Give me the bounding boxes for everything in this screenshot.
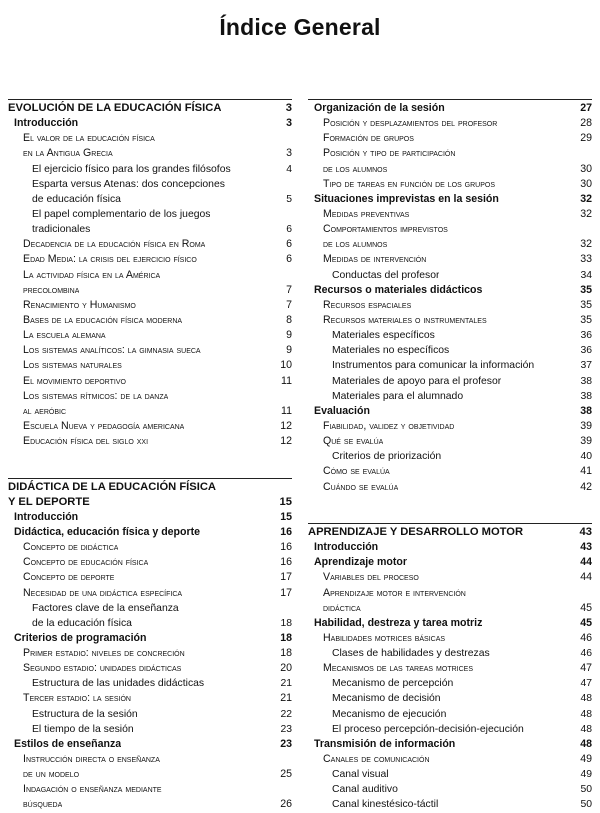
toc-entry-title: Los sistemas rítmicos: de la danza: [23, 389, 169, 402]
toc-entry: [308, 661, 592, 676]
toc-page-number: 48: [580, 737, 592, 750]
toc-entry: [308, 449, 592, 464]
toc-page-number: 46: [580, 648, 592, 660]
toc-entry: [308, 343, 592, 358]
toc-page-number: 5: [286, 193, 292, 205]
toc-entry-title: Evaluación: [314, 404, 370, 417]
toc-page-number: 48: [580, 693, 592, 705]
toc-entry-title: Concepto de didáctica: [23, 541, 119, 554]
toc-entry: [8, 480, 292, 495]
toc-page-number: 16: [280, 525, 292, 538]
toc-page-number: 9: [286, 329, 292, 342]
toc-entry: [8, 525, 292, 540]
toc-entry: [8, 358, 292, 373]
page-title: Índice General: [219, 14, 381, 40]
toc-entry-title: Y EL DEPORTE: [8, 495, 90, 508]
toc-entry-title: Instrucción directa o enseñanza: [23, 753, 160, 766]
toc-entry: [308, 313, 592, 328]
toc-entry-title: Estructura de las unidades didácticas: [32, 678, 205, 690]
toc-entry-title: Criterios de priorización: [332, 451, 442, 463]
toc-entry-title: El tiempo de la sesión: [32, 723, 134, 735]
toc-page-number: 49: [580, 769, 592, 781]
toc-page-number: 25: [280, 768, 292, 781]
section-divider: [8, 99, 292, 100]
toc-entry: [8, 631, 292, 646]
toc-page-number: 15: [279, 495, 292, 508]
toc-entry: [8, 404, 292, 419]
toc-entry: [8, 389, 292, 404]
toc-entry: [308, 782, 592, 797]
toc-entry: [8, 146, 292, 161]
toc-entry: [8, 328, 292, 343]
toc-entry-title: Bases de la educación física moderna: [23, 313, 183, 326]
toc-entry-title: El proceso percepción-decisión-ejecución: [332, 723, 524, 735]
toc-page-number: 6: [286, 224, 292, 236]
toc-entry: [8, 691, 292, 706]
toc-entry-title: Variables del proceso: [323, 571, 419, 584]
toc-spacer: [8, 449, 292, 464]
section-divider: [308, 99, 592, 100]
toc-entry-title: de la educación física: [32, 617, 132, 629]
toc-entry-title: en la Antigua Grecia: [23, 147, 113, 160]
toc-entry-title: Estructura de la sesión: [32, 708, 138, 720]
toc-page-number: 48: [580, 723, 592, 735]
toc-entry: [308, 767, 592, 782]
toc-page-number: 21: [280, 692, 292, 705]
toc-entry: [308, 207, 592, 222]
toc-entry: [8, 207, 292, 222]
toc-right-column: [308, 101, 592, 813]
toc-entry: [8, 676, 292, 691]
toc-entry-title: Segundo estadio: unidades didácticas: [23, 662, 182, 675]
toc-entry-title: Fiabilidad, validez y objetividad: [323, 419, 455, 432]
toc-entry: [308, 237, 592, 252]
toc-page-number: 17: [280, 586, 292, 599]
toc-entry-title: Habilidades motrices básicas: [323, 631, 446, 644]
toc-entry: [8, 434, 292, 449]
toc-entry: [8, 237, 292, 252]
toc-page-number: 30: [580, 162, 592, 175]
toc-entry-title: Materiales específicos: [332, 330, 435, 342]
toc-entry-title: Los sistemas naturales: [23, 359, 122, 372]
toc-entry-title: Concepto de educación física: [23, 556, 149, 569]
toc-entry-title: Aprendizaje motor: [314, 556, 408, 569]
toc-page-number: 39: [580, 419, 592, 432]
toc-entry: [8, 616, 292, 631]
toc-page-number: 45: [580, 601, 592, 614]
toc-page-number: 38: [580, 375, 592, 387]
toc-entry-title: de educación física: [32, 193, 121, 205]
toc-entry-title: Materiales no específicos: [332, 345, 450, 357]
toc-page-number: 8: [286, 313, 292, 326]
toc-entry: [308, 192, 592, 207]
toc-entry-title: Recursos materiales o instrumentales: [323, 313, 487, 326]
toc-page-number: 34: [580, 269, 592, 281]
section-divider: [308, 523, 592, 524]
toc-entry: [308, 525, 592, 540]
toc-entry-title: tradicionales: [32, 224, 91, 236]
toc-entry: [308, 646, 592, 661]
toc-entry: [308, 358, 592, 373]
toc-entry-title: Aprendizaje motor e intervención: [323, 586, 466, 599]
toc-entry-title: El ejercicio físico para los grandes filósofos: [32, 163, 231, 175]
toc-entry: [8, 419, 292, 434]
toc-entry-title: Habilidad, destreza y tarea motriz: [314, 616, 483, 629]
toc-entry-title: de un modelo: [23, 768, 80, 781]
toc-entry-title: Posición y tipo de participación: [323, 147, 456, 160]
toc-page-number: 16: [280, 556, 292, 569]
toc-entry: [308, 797, 592, 812]
toc-entry-title: Esparta versus Atenas: dos concepciones: [32, 178, 225, 190]
toc-entry-title: Introducción: [14, 117, 79, 130]
toc-page-number: 47: [580, 678, 592, 690]
toc-entry: [308, 162, 592, 177]
toc-page-number: 7: [286, 283, 292, 296]
toc-page-number: 23: [280, 723, 292, 735]
toc-entry-title: Canales de comunicación: [323, 753, 430, 766]
toc-page-number: 12: [280, 435, 292, 448]
toc-entry: [308, 601, 592, 616]
toc-entry-title: Renacimiento y Humanismo: [23, 298, 136, 311]
toc-page-number: 22: [280, 708, 292, 720]
toc-entry-title: Qué se evalúa: [323, 435, 384, 448]
toc-entry-title: Recursos o materiales didácticos: [314, 283, 483, 296]
toc-entry: [308, 616, 592, 631]
toc-entry: [8, 782, 292, 797]
toc-entry-title: Tercer estadio: la sesión: [23, 692, 131, 705]
toc-entry: [308, 540, 592, 555]
toc-entry: [8, 601, 292, 616]
toc-page-number: 35: [580, 313, 592, 326]
toc-page-number: 38: [580, 404, 592, 417]
toc-entry-title: Tipo de tareas en función de los grupos: [323, 177, 496, 190]
toc-page-number: 29: [580, 132, 592, 145]
toc-entry: [308, 737, 592, 752]
toc-entry-title: Criterios de programación: [14, 631, 147, 644]
toc-entry: [308, 464, 592, 479]
toc-page-number: 48: [580, 708, 592, 720]
toc-entry: [8, 707, 292, 722]
toc-entry: [308, 252, 592, 267]
toc-entry-title: Factores clave de la enseñanza: [32, 602, 179, 614]
toc-page-number: 50: [580, 784, 592, 796]
toc-entry: [8, 797, 292, 812]
toc-entry: [8, 298, 292, 313]
toc-entry: [308, 101, 592, 116]
toc-entry: [308, 480, 592, 495]
toc-page-number: 37: [580, 360, 592, 372]
toc-page-number: 38: [580, 390, 592, 402]
toc-page-number: 44: [580, 571, 592, 584]
toc-entry-title: Necesidad de una didáctica específica: [23, 586, 183, 599]
toc-entry-title: Materiales de apoyo para el profesor: [332, 375, 502, 387]
toc-entry: [308, 389, 592, 404]
toc-entry: [8, 283, 292, 298]
toc-entry: [8, 510, 292, 525]
toc-entry-title: Mecanismo de ejecución: [332, 708, 447, 720]
toc-page-number: 35: [580, 283, 592, 296]
toc-entry: [8, 252, 292, 267]
toc-entry: [8, 374, 292, 389]
toc-entry-title: búsqueda: [23, 798, 63, 811]
toc-left-column: [8, 101, 292, 813]
toc-entry: [8, 268, 292, 283]
toc-page-number: 27: [580, 102, 592, 114]
toc-entry: [308, 116, 592, 131]
toc-entry: [308, 374, 592, 389]
toc-entry-title: La escuela alemana: [23, 329, 106, 342]
toc-page-number: 17: [280, 571, 292, 584]
toc-entry-title: de los alumnos: [323, 238, 388, 251]
toc-entry: [308, 177, 592, 192]
toc-page-number: 46: [580, 631, 592, 644]
toc-entry: [8, 646, 292, 661]
toc-entry-title: Indagación o enseñanza mediante: [23, 783, 162, 796]
toc-entry-title: Medidas preventivas: [323, 207, 410, 220]
toc-page-number: 32: [580, 238, 592, 251]
toc-entry: [308, 586, 592, 601]
toc-entry-title: El valor de la educación física: [23, 132, 155, 145]
toc-page-number: 49: [580, 753, 592, 766]
toc-page-number: 32: [580, 207, 592, 220]
toc-entry-title: Mecanismo de percepción: [332, 678, 454, 690]
toc-page-number: 6: [286, 253, 292, 266]
toc-entry-title: Mecanismos de las tareas motrices: [323, 662, 473, 675]
toc-entry: [308, 752, 592, 767]
toc-page-number: 18: [280, 617, 292, 629]
toc-page-number: 18: [280, 647, 292, 660]
toc-page-number: 39: [580, 435, 592, 448]
toc-page-number: 33: [580, 253, 592, 266]
toc-entry: [8, 343, 292, 358]
toc-page-number: 15: [280, 510, 292, 523]
toc-page-number: 12: [280, 419, 292, 432]
toc-entry: [8, 192, 292, 207]
toc-entry: [308, 434, 592, 449]
toc-entry-title: EVOLUCIÓN DE LA EDUCACIÓN FÍSICA: [8, 102, 222, 114]
toc-entry: [308, 131, 592, 146]
toc-entry-title: Canal kinestésico-táctil: [332, 799, 439, 811]
toc-entry: [8, 101, 292, 116]
toc-entry: [308, 722, 592, 737]
toc-entry-title: APRENDIZAJE Y DESARROLLO MOTOR: [308, 525, 524, 538]
toc-entry: [308, 707, 592, 722]
toc-page-number: 3: [285, 102, 292, 114]
toc-entry: [308, 298, 592, 313]
toc-page-number: 23: [280, 737, 292, 750]
toc-entry-title: Didáctica, educación física y deporte: [14, 525, 201, 538]
toc-page-number: 3: [286, 147, 292, 160]
toc-entry-title: Formación de grupos: [323, 132, 414, 145]
toc-page-number: 20: [280, 662, 292, 675]
toc-entry-title: Canal auditivo: [332, 784, 398, 796]
toc-entry-title: Escuela Nueva y pedagogía americana: [23, 419, 185, 432]
toc-entry-title: El papel complementario de los juegos: [32, 208, 211, 220]
toc-entry-title: Primer estadio: niveles de concreción: [23, 647, 185, 660]
toc-entry: [8, 737, 292, 752]
toc-entry: [308, 691, 592, 706]
toc-page-number: 21: [280, 678, 292, 690]
toc-entry: [8, 722, 292, 737]
toc-entry-title: Transmisión de información: [314, 737, 456, 750]
toc-page-number: 18: [280, 631, 292, 644]
toc-entry: [8, 540, 292, 555]
toc-page-number: 40: [580, 451, 592, 463]
toc-page-number: 41: [580, 465, 592, 478]
toc-entry: [8, 116, 292, 131]
toc-page-number: 26: [280, 798, 292, 811]
toc-entry-title: Concepto de deporte: [23, 571, 115, 584]
toc-page-number: 32: [580, 192, 592, 205]
toc-entry: [8, 177, 292, 192]
toc-page-number: 28: [580, 117, 592, 130]
toc-page-number: 6: [286, 238, 292, 251]
toc-entry: [308, 676, 592, 691]
toc-entry-title: Medidas de intervención: [323, 253, 427, 266]
toc-entry-title: precolombina: [23, 283, 80, 296]
toc-entry: [308, 631, 592, 646]
toc-entry: [8, 222, 292, 237]
toc-entry-title: Clases de habilidades y destrezas: [332, 648, 490, 660]
toc-entry-title: Situaciones imprevistas en la sesión: [314, 192, 499, 205]
toc-entry-title: al aeróbic: [23, 404, 67, 417]
toc-entry: [8, 661, 292, 676]
toc-page-number: 42: [580, 480, 592, 493]
toc-entry-title: Cómo se evalúa: [323, 465, 390, 478]
toc-page-number: 50: [580, 799, 592, 811]
toc-page-number: 47: [580, 662, 592, 675]
toc-page-number: 30: [580, 177, 592, 190]
toc-entry-title: Organización de la sesión: [314, 102, 445, 114]
toc-entry-title: Posición y desplazamientos del profesor: [323, 117, 498, 130]
toc-entry-title: de los alumnos: [323, 162, 388, 175]
toc-entry-title: Conductas del profesor: [332, 269, 440, 281]
toc-entry: [8, 752, 292, 767]
toc-entry: [308, 419, 592, 434]
toc-page-number: 43: [580, 541, 592, 554]
toc-entry-title: Edad Media: la crisis del ejercicio físico: [23, 253, 197, 266]
toc-page-number: 4: [286, 163, 292, 175]
toc-entry: [8, 586, 292, 601]
toc-entry-title: Decadencia de la educación física en Roma: [23, 238, 206, 251]
toc-entry-title: Canal visual: [332, 769, 389, 781]
toc-spacer: [308, 495, 592, 510]
section-divider: [8, 478, 292, 479]
toc-page-number: 7: [286, 298, 292, 311]
toc-page-number: 44: [580, 556, 592, 569]
toc-entry: [308, 555, 592, 570]
toc-entry: [308, 283, 592, 298]
toc-page-number: 45: [580, 616, 592, 629]
toc-page-number: 43: [579, 525, 592, 538]
toc-entry-title: Comportamientos imprevistos: [323, 223, 448, 236]
toc-page-number: 36: [580, 330, 592, 342]
toc-entry: [8, 570, 292, 585]
toc-page-number: 36: [580, 345, 592, 357]
toc-entry-title: Estilos de enseñanza: [14, 737, 122, 750]
toc-page-number: 9: [286, 344, 292, 357]
toc-page-number: 11: [281, 374, 292, 387]
toc-entry: [8, 131, 292, 146]
toc-entry-title: Materiales para el alumnado: [332, 390, 464, 402]
toc-entry: [308, 222, 592, 237]
toc-entry-title: Instrumentos para comunicar la información: [332, 360, 535, 372]
toc-entry: [8, 313, 292, 328]
toc-entry-title: Introducción: [14, 510, 79, 523]
toc-entry-title: DIDÁCTICA DE LA EDUCACIÓN FÍSICA: [8, 480, 217, 493]
toc-entry-title: Introducción: [314, 541, 379, 554]
toc-entry-title: didáctica: [323, 601, 361, 614]
toc-entry: [8, 767, 292, 782]
toc-entry-title: Educación física del siglo xxi: [23, 435, 149, 448]
toc-entry-title: Recursos espaciales: [323, 298, 412, 311]
toc-entry: [8, 162, 292, 177]
toc-entry: [308, 328, 592, 343]
toc-page-number: 35: [580, 298, 592, 311]
toc-entry: [308, 404, 592, 419]
toc-page-number: 10: [280, 359, 292, 372]
toc-page-number: 3: [286, 117, 292, 130]
toc-entry: [8, 495, 292, 510]
toc-entry-title: Cuándo se evalúa: [323, 480, 399, 493]
toc-entry: [8, 555, 292, 570]
toc-entry-title: Mecanismo de decisión: [332, 693, 441, 705]
toc-entry: [308, 146, 592, 161]
toc-page-number: 16: [280, 541, 292, 554]
toc-page-number: 11: [281, 404, 292, 417]
toc-entry-title: El movimiento deportivo: [23, 374, 126, 387]
toc-entry-title: Los sistemas analíticos: la gimnasia sueca: [23, 344, 201, 357]
toc-entry: [308, 268, 592, 283]
toc-entry: [308, 570, 592, 585]
toc-entry-title: La actividad física en la América: [23, 268, 161, 281]
